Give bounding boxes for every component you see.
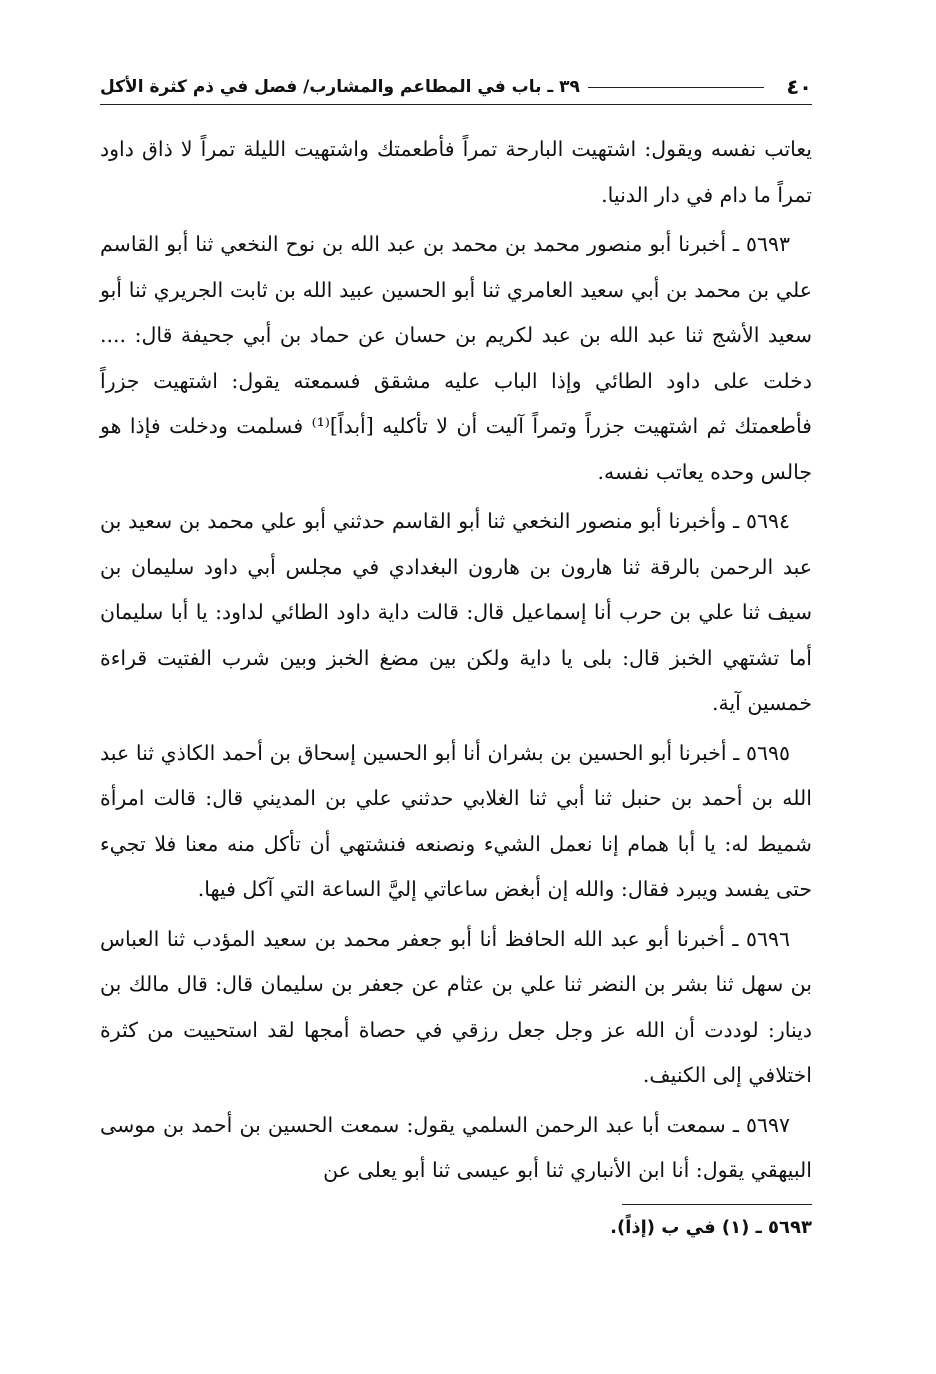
hadith-5693: ٥٦٩٣ ـ أخبرنا أبو منصور محمد بن محمد بن عبد الله بن نوح النخعي ثنا أبو القاسم علي بن محمد بن أبي سعيد العامري ثنا أبو الحسين عبيد الله بن ثابت الجريري ثنا أبو سعيد الأشج ثنا عبد الله بن عبد لكريم بن حسان عن حماد بن أبي جحيفة قال: .... دخلت على داود الطائي وإذا الباب عليه مشقق فسمعته يقول: اشتهيت جزراً فأطعمتك ثم اشتهيت جزراً وتمراً آليت أن لا تأكليه [أبداً]⁽¹⁾ فسلمت ودخلت فإذا هو جالس وحده يعاتب نفسه. [100, 232, 812, 484]
hadith-5695: ٥٦٩٥ ـ أخبرنا أبو الحسين بن بشران أنا أبو الحسين إسحاق بن أحمد الكاذي ثنا عبد الله بن أحمد بن حنبل ثنا أبي ثنا الغلابي حدثني علي بن المديني قال: قالت امرأة شميط له: يا أبا همام إنا نعمل الشيء ونصنعه فنشتهي أن تأكل منه معنا فلا تجيء حتى يفسد ويبرد فقال: والله إن أبغض ساعاتي إليَّ الساعة التي آكل فيها. [100, 740, 812, 901]
hadith-5697: ٥٦٩٧ ـ سمعت أبا عبد الرحمن السلمي يقول: سمعت الحسين بن أحمد بن موسى البيهقي يقول: أنا ابن الأنباري ثنا أبو عيسى ثنا أبو يعلى عن [100, 1112, 812, 1182]
running-header [100, 70, 812, 105]
hadith-5696: ٥٦٩٦ ـ أخبرنا أبو عبد الله الحافظ أنا أبو جعفر محمد بن سعيد المؤدب ثنا العباس بن سهل ثنا بشر بن النضر ثنا علي بن عثام عن جعفر بن سليمان قال: قال مالك بن دينار: لوددت أن الله عز وجل جعل رزقي في حصاة أمجها لقد استحييت من كثرة اختلافي إلى الكنيف. [100, 926, 812, 1087]
footnote: ٥٦٩٣ ـ (١) في ب (إذاً). [610, 1216, 812, 1238]
footnote-separator [622, 1204, 812, 1205]
page-number: ٤٠ [786, 75, 812, 99]
chapter-title: ٣٩ ـ باب في المطاعم والمشارب/ فصل في ذم كثرة الأكل [100, 77, 580, 97]
main-text [100, 127, 812, 1194]
book-page [100, 70, 812, 1238]
header-rule [588, 87, 764, 88]
paragraph-continuation: يعاتب نفسه ويقول: اشتهيت البارحة تمراً فأطعمتك واشتهيت الليلة تمراً لا ذاق داود تمراً ما دام في دار الدنيا. [100, 137, 812, 207]
hadith-5694: ٥٦٩٤ ـ وأخبرنا أبو منصور النخعي ثنا أبو القاسم حدثني أبو علي محمد بن سعيد بن عبد الرحمن بالرقة ثنا هارون بن هارون البغدادي في مجلس أبي داود سليمان بن سيف ثنا علي بن حرب أنا إسماعيل قال: قالت داية داود الطائي لداود: يا أبا سليمان أما تشتهي الخبز قال: بلى يا داية ولكن بين مضغ الخبز وبين شرب الفتيت قراءة خمسين آية. [100, 509, 812, 715]
